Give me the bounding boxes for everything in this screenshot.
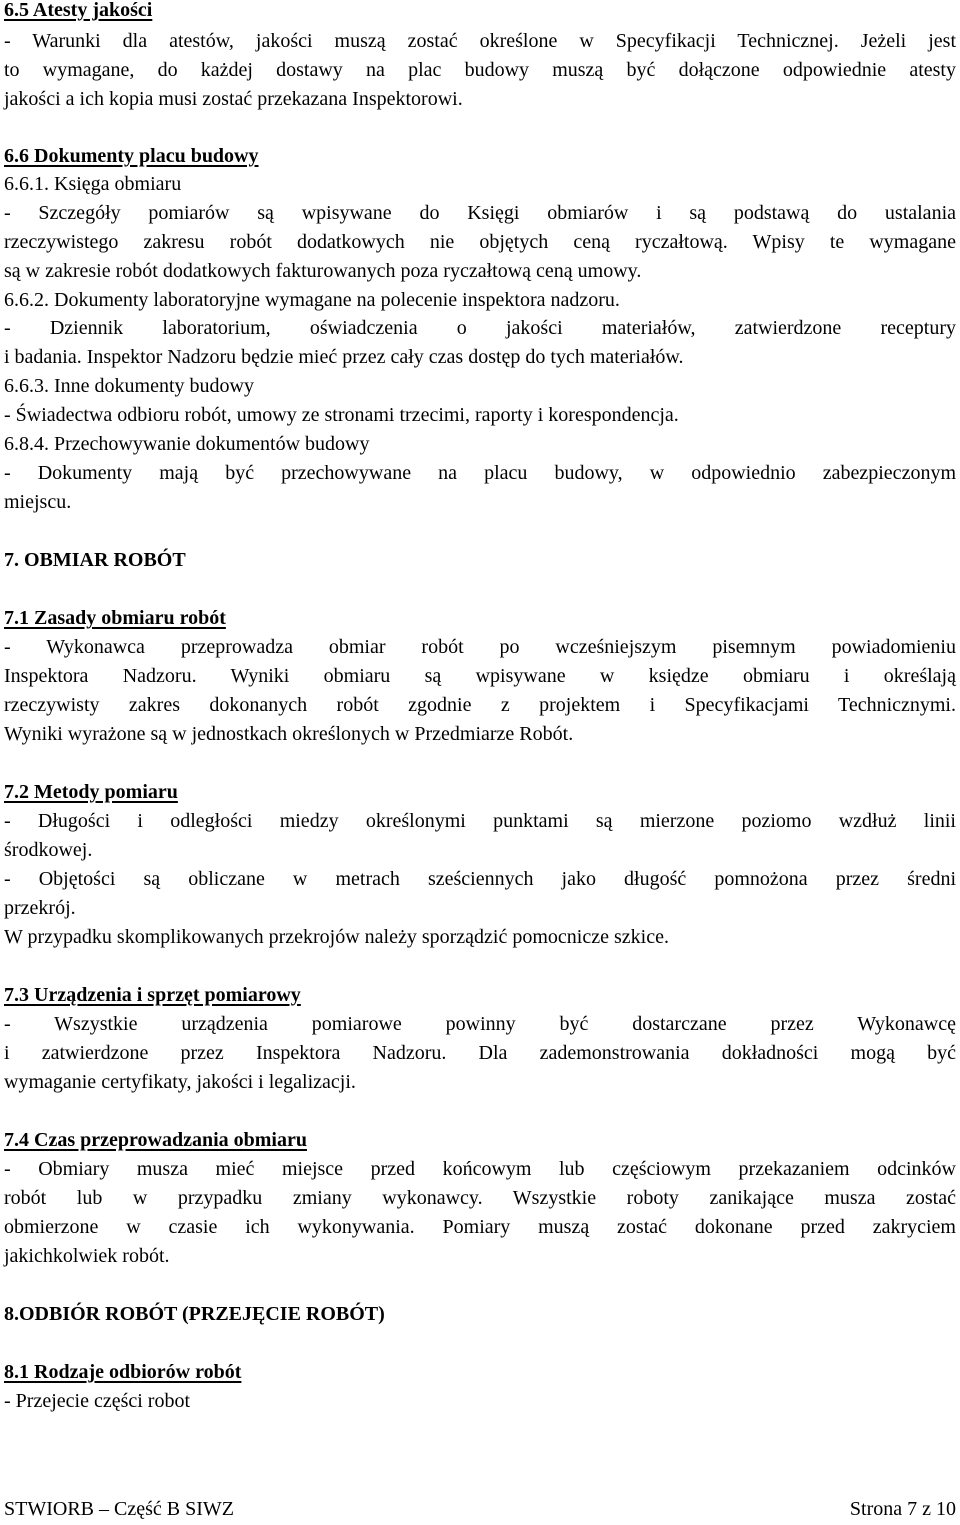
- chapter-heading: 7. OBMIAR ROBÓT: [4, 549, 186, 571]
- page-footer: [4, 1495, 956, 1524]
- paragraph-line: - Obmiary musza mieć miejsce przed końcowym lub częściowym przekazaniem odcinków: [4, 1158, 956, 1180]
- paragraph-line: i zatwierdzone przez Inspektora Nadzoru. Dla zademonstrowania dokładności mogą być: [4, 1042, 956, 1064]
- paragraph-line: robót lub w przypadku zmiany wykonawcy. Wszystkie roboty zanikające musza zostać: [4, 1187, 956, 1209]
- paragraph-line: Wyniki wyrażone są w jednostkach określonych w Przedmiarze Robót.: [4, 723, 574, 745]
- paragraph-line: - Świadectwa odbioru robót, umowy ze stronami trzecimi, raporty i korespondencja.: [4, 404, 679, 426]
- paragraph-line: są w zakresie robót dodatkowych fakturowanych poza ryczałtową ceną umowy.: [4, 260, 642, 282]
- paragraph-line: - Wszystkie urządzenia pomiarowe powinny być dostarczane przez Wykonawcę: [4, 1013, 956, 1035]
- footer-page-number: Strona 7 z 10: [849, 1498, 956, 1520]
- paragraph-line: jakości a ich kopia musi zostać przekazana Inspektorowi.: [4, 88, 463, 110]
- footer-document-title: STWIORB – Część B SIWZ: [4, 1498, 234, 1520]
- paragraph-line: - Szczegóły pomiarów są wpisywane do Księgi obmiarów i są podstawą do ustalania: [4, 202, 956, 224]
- paragraph-line: - Długości i odległości miedzy określonymi punktami są mierzone poziomo wzdłuż linii: [4, 810, 956, 832]
- section-heading: 8.1 Rodzaje odbiorów robót: [4, 1361, 242, 1383]
- section-heading: 7.3 Urządzenia i sprzęt pomiarowy: [4, 984, 301, 1006]
- paragraph-line: - Przejecie części robot: [4, 1390, 191, 1412]
- section-heading: 7.4 Czas przeprowadzania obmiaru: [4, 1129, 307, 1151]
- paragraph-line: - Wykonawca przeprowadza obmiar robót po wcześniejszym pisemnym powiadomieniu: [4, 636, 956, 658]
- subsection-heading: 6.8.4. Przechowywanie dokumentów budowy: [4, 433, 370, 455]
- paragraph-line: wymaganie certyfikaty, jakości i legalizacji.: [4, 1071, 356, 1093]
- subsection-heading: 6.6.2. Dokumenty laboratoryjne wymagane na polecenie inspektora nadzoru.: [4, 289, 620, 311]
- paragraph-line: Inspektora Nadzoru. Wyniki obmiaru są wpisywane w księdze obmiaru i określają: [4, 665, 956, 687]
- paragraph-line: - Dziennik laboratorium, oświadczenia o jakości materiałów, zatwierdzone receptury: [4, 317, 956, 339]
- subsection-heading: 6.6.1. Księga obmiaru: [4, 173, 182, 195]
- paragraph-line: - Dokumenty mają być przechowywane na placu budowy, w odpowiednio zabezpieczonym: [4, 462, 956, 484]
- section-heading: 6.6 Dokumenty placu budowy: [4, 145, 259, 167]
- paragraph-line: jakichkolwiek robót.: [4, 1245, 170, 1267]
- paragraph-line: obmierzone w czasie ich wykonywania. Pomiary muszą zostać dokonane przed zakryciem: [4, 1216, 956, 1238]
- paragraph-line: rzeczywistego zakresu robót dodatkowych nie objętych ceną ryczałtową. Wpisy te wymagane: [4, 231, 956, 253]
- paragraph-line: - Objętości są obliczane w metrach sześciennych jako długość pomnożona przez średni: [4, 868, 956, 890]
- paragraph-line: przekrój.: [4, 897, 76, 919]
- section-heading: 7.1 Zasady obmiaru robót: [4, 607, 226, 629]
- paragraph-line: miejscu.: [4, 491, 72, 513]
- chapter-heading: 8.ODBIÓR ROBÓT (PRZEJĘCIE ROBÓT): [4, 1303, 385, 1325]
- subsection-heading: 6.6.3. Inne dokumenty budowy: [4, 375, 254, 397]
- paragraph-line: środkowej.: [4, 839, 93, 861]
- section-heading: 6.5 Atesty jakości: [4, 0, 153, 21]
- paragraph-line: - Warunki dla atestów, jakości muszą zostać określone w Specyfikacji Technicznej. Jeżeli jest: [4, 30, 956, 52]
- section-heading: 7.2 Metody pomiaru: [4, 781, 178, 803]
- paragraph-line: to wymagane, do każdej dostawy na plac budowy muszą być dołączone odpowiednie atesty: [4, 59, 956, 81]
- paragraph-line: rzeczywisty zakres dokonanych robót zgodnie z projektem i Specyfikacjami Technicznymi.: [4, 694, 956, 716]
- paragraph-line: i badania. Inspektor Nadzoru będzie mieć przez cały czas dostęp do tych materiałów.: [4, 346, 684, 368]
- paragraph-line: W przypadku skomplikowanych przekrojów należy sporządzić pomocnicze szkice.: [4, 926, 669, 948]
